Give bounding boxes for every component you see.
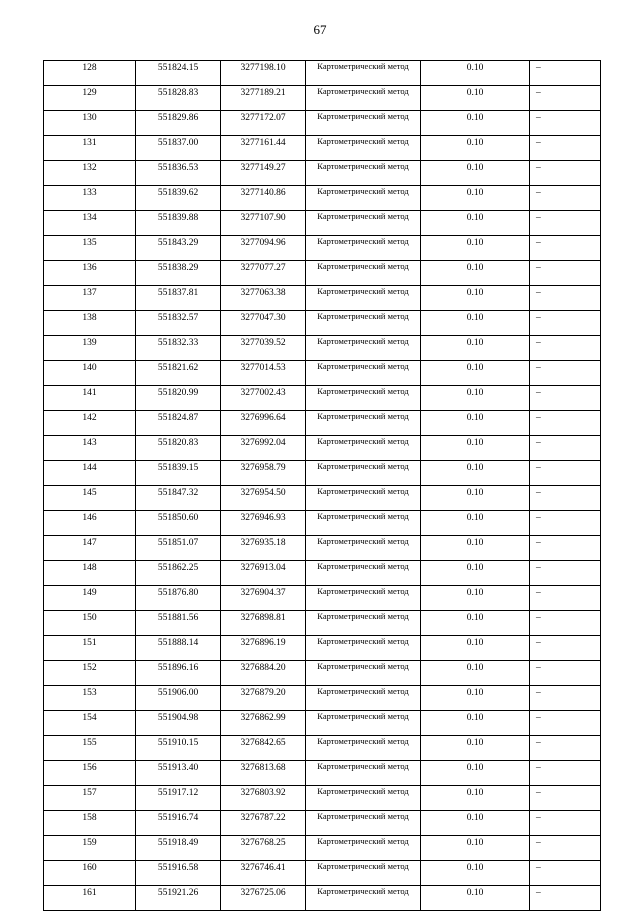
point-number-cell: 146 [44,511,136,536]
x-coordinate-cell: 551820.83 [136,436,221,461]
point-number-cell: 156 [44,761,136,786]
x-coordinate-cell: 551829.86 [136,111,221,136]
table-row [44,311,601,336]
y-coordinate-cell: 3276746.41 [221,861,306,886]
note-cell: – [530,361,601,386]
point-number-cell: 141 [44,386,136,411]
method-cell: Картометрический метод [306,261,421,286]
accuracy-cell: 0.10 [421,336,530,361]
accuracy-cell: 0.10 [421,736,530,761]
note-cell: – [530,586,601,611]
table-row [44,386,601,411]
point-number-cell: 148 [44,561,136,586]
point-number-cell: 145 [44,486,136,511]
page-number: 67 [313,22,327,37]
method-cell: Картометрический метод [306,786,421,811]
note-cell: – [530,436,601,461]
accuracy-cell: 0.10 [421,186,530,211]
accuracy-cell: 0.10 [421,661,530,686]
method-cell: Картометрический метод [306,811,421,836]
accuracy-cell: 0.10 [421,311,530,336]
table-row [44,211,601,236]
accuracy-cell: 0.10 [421,161,530,186]
note-cell: – [530,686,601,711]
accuracy-cell: 0.10 [421,886,530,911]
method-cell: Картометрический метод [306,286,421,311]
table-row [44,611,601,636]
y-coordinate-cell: 3276862.99 [221,711,306,736]
accuracy-cell: 0.10 [421,61,530,86]
table-row [44,61,601,86]
accuracy-cell: 0.10 [421,761,530,786]
accuracy-cell: 0.10 [421,211,530,236]
table-row [44,186,601,211]
x-coordinate-cell: 551847.32 [136,486,221,511]
point-number-cell: 138 [44,311,136,336]
y-coordinate-cell: 3276898.81 [221,611,306,636]
point-number-cell: 154 [44,711,136,736]
accuracy-cell: 0.10 [421,86,530,111]
accuracy-cell: 0.10 [421,286,530,311]
point-number-cell: 161 [44,886,136,911]
x-coordinate-cell: 551906.00 [136,686,221,711]
table-row [44,886,601,911]
table-row [44,436,601,461]
table-row [44,536,601,561]
note-cell: – [530,861,601,886]
point-number-cell: 128 [44,61,136,86]
note-cell: – [530,86,601,111]
note-cell: – [530,411,601,436]
x-coordinate-cell: 551888.14 [136,636,221,661]
accuracy-cell: 0.10 [421,786,530,811]
method-cell: Картометрический метод [306,461,421,486]
y-coordinate-cell: 3277198.10 [221,61,306,86]
method-cell: Картометрический метод [306,561,421,586]
note-cell: – [530,611,601,636]
table-row [44,586,601,611]
table-row [44,736,601,761]
table-row [44,661,601,686]
y-coordinate-cell: 3277189.21 [221,86,306,111]
y-coordinate-cell: 3276842.65 [221,736,306,761]
point-number-cell: 143 [44,436,136,461]
point-number-cell: 129 [44,86,136,111]
x-coordinate-cell: 551821.62 [136,361,221,386]
coordinates-table-body [44,61,601,911]
y-coordinate-cell: 3276884.20 [221,661,306,686]
y-coordinate-cell: 3276813.68 [221,761,306,786]
x-coordinate-cell: 551876.80 [136,586,221,611]
table-row [44,761,601,786]
point-number-cell: 153 [44,686,136,711]
accuracy-cell: 0.10 [421,811,530,836]
table-row [44,461,601,486]
y-coordinate-cell: 3277107.90 [221,211,306,236]
x-coordinate-cell: 551828.83 [136,86,221,111]
point-number-cell: 132 [44,161,136,186]
accuracy-cell: 0.10 [421,436,530,461]
point-number-cell: 140 [44,361,136,386]
method-cell: Картометрический метод [306,136,421,161]
method-cell: Картометрический метод [306,611,421,636]
accuracy-cell: 0.10 [421,586,530,611]
method-cell: Картометрический метод [306,436,421,461]
y-coordinate-cell: 3276803.92 [221,786,306,811]
note-cell: – [530,186,601,211]
y-coordinate-cell: 3276958.79 [221,461,306,486]
note-cell: – [530,636,601,661]
point-number-cell: 158 [44,811,136,836]
x-coordinate-cell: 551843.29 [136,236,221,261]
accuracy-cell: 0.10 [421,861,530,886]
accuracy-cell: 0.10 [421,361,530,386]
x-coordinate-cell: 551896.16 [136,661,221,686]
method-cell: Картометрический метод [306,661,421,686]
note-cell: – [530,261,601,286]
method-cell: Картометрический метод [306,161,421,186]
note-cell: – [530,111,601,136]
y-coordinate-cell: 3276879.20 [221,686,306,711]
accuracy-cell: 0.10 [421,686,530,711]
y-coordinate-cell: 3277149.27 [221,161,306,186]
y-coordinate-cell: 3277063.38 [221,286,306,311]
note-cell: – [530,736,601,761]
note-cell: – [530,786,601,811]
point-number-cell: 151 [44,636,136,661]
note-cell: – [530,311,601,336]
x-coordinate-cell: 551881.56 [136,611,221,636]
y-coordinate-cell: 3277077.27 [221,261,306,286]
accuracy-cell: 0.10 [421,711,530,736]
method-cell: Картометрический метод [306,111,421,136]
method-cell: Картометрический метод [306,61,421,86]
method-cell: Картометрический метод [306,236,421,261]
method-cell: Картометрический метод [306,336,421,361]
method-cell: Картометрический метод [306,386,421,411]
note-cell: – [530,286,601,311]
method-cell: Картометрический метод [306,636,421,661]
method-cell: Картометрический метод [306,486,421,511]
note-cell: – [530,211,601,236]
y-coordinate-cell: 3276946.93 [221,511,306,536]
note-cell: – [530,486,601,511]
point-number-cell: 155 [44,736,136,761]
point-number-cell: 159 [44,836,136,861]
note-cell: – [530,886,601,911]
note-cell: – [530,836,601,861]
point-number-cell: 157 [44,786,136,811]
table-row [44,261,601,286]
y-coordinate-cell: 3276787.22 [221,811,306,836]
table-row [44,136,601,161]
method-cell: Картометрический метод [306,186,421,211]
table-row [44,711,601,736]
table-row [44,486,601,511]
note-cell: – [530,461,601,486]
method-cell: Картометрический метод [306,311,421,336]
note-cell: – [530,536,601,561]
accuracy-cell: 0.10 [421,536,530,561]
x-coordinate-cell: 551862.25 [136,561,221,586]
table-row [44,336,601,361]
note-cell: – [530,661,601,686]
x-coordinate-cell: 551918.49 [136,836,221,861]
x-coordinate-cell: 551916.74 [136,811,221,836]
y-coordinate-cell: 3276913.04 [221,561,306,586]
accuracy-cell: 0.10 [421,111,530,136]
y-coordinate-cell: 3277094.96 [221,236,306,261]
method-cell: Картометрический метод [306,511,421,536]
note-cell: – [530,386,601,411]
point-number-cell: 144 [44,461,136,486]
method-cell: Картометрический метод [306,736,421,761]
method-cell: Картометрический метод [306,211,421,236]
point-number-cell: 149 [44,586,136,611]
method-cell: Картометрический метод [306,886,421,911]
x-coordinate-cell: 551910.15 [136,736,221,761]
x-coordinate-cell: 551837.81 [136,286,221,311]
y-coordinate-cell: 3277002.43 [221,386,306,411]
accuracy-cell: 0.10 [421,836,530,861]
method-cell: Картометрический метод [306,836,421,861]
method-cell: Картометрический метод [306,411,421,436]
note-cell: – [530,136,601,161]
y-coordinate-cell: 3277172.07 [221,111,306,136]
x-coordinate-cell: 551839.88 [136,211,221,236]
accuracy-cell: 0.10 [421,261,530,286]
point-number-cell: 135 [44,236,136,261]
note-cell: – [530,236,601,261]
x-coordinate-cell: 551839.62 [136,186,221,211]
accuracy-cell: 0.10 [421,386,530,411]
accuracy-cell: 0.10 [421,486,530,511]
x-coordinate-cell: 551824.15 [136,61,221,86]
x-coordinate-cell: 551916.58 [136,861,221,886]
table-row [44,786,601,811]
point-number-cell: 134 [44,211,136,236]
method-cell: Картометрический метод [306,711,421,736]
y-coordinate-cell: 3276768.25 [221,836,306,861]
table-row [44,86,601,111]
accuracy-cell: 0.10 [421,636,530,661]
accuracy-cell: 0.10 [421,236,530,261]
method-cell: Картометрический метод [306,861,421,886]
note-cell: – [530,761,601,786]
point-number-cell: 160 [44,861,136,886]
method-cell: Картометрический метод [306,586,421,611]
accuracy-cell: 0.10 [421,411,530,436]
x-coordinate-cell: 551904.98 [136,711,221,736]
accuracy-cell: 0.10 [421,136,530,161]
note-cell: – [530,711,601,736]
x-coordinate-cell: 551839.15 [136,461,221,486]
y-coordinate-cell: 3277161.44 [221,136,306,161]
method-cell: Картометрический метод [306,361,421,386]
x-coordinate-cell: 551851.07 [136,536,221,561]
y-coordinate-cell: 3276935.18 [221,536,306,561]
point-number-cell: 139 [44,336,136,361]
note-cell: – [530,511,601,536]
point-number-cell: 147 [44,536,136,561]
x-coordinate-cell: 551838.29 [136,261,221,286]
y-coordinate-cell: 3276992.04 [221,436,306,461]
note-cell: – [530,336,601,361]
method-cell: Картометрический метод [306,536,421,561]
accuracy-cell: 0.10 [421,461,530,486]
method-cell: Картометрический метод [306,86,421,111]
y-coordinate-cell: 3276954.50 [221,486,306,511]
table-row [44,286,601,311]
accuracy-cell: 0.10 [421,561,530,586]
x-coordinate-cell: 551921.26 [136,886,221,911]
table-row [44,111,601,136]
x-coordinate-cell: 551917.12 [136,786,221,811]
table-row [44,236,601,261]
note-cell: – [530,561,601,586]
method-cell: Картометрический метод [306,761,421,786]
table-row [44,811,601,836]
table-row [44,686,601,711]
table-row [44,836,601,861]
point-number-cell: 130 [44,111,136,136]
accuracy-cell: 0.10 [421,611,530,636]
x-coordinate-cell: 551832.57 [136,311,221,336]
y-coordinate-cell: 3276896.19 [221,636,306,661]
y-coordinate-cell: 3277047.30 [221,311,306,336]
x-coordinate-cell: 551832.33 [136,336,221,361]
table-row [44,636,601,661]
point-number-cell: 131 [44,136,136,161]
accuracy-cell: 0.10 [421,511,530,536]
y-coordinate-cell: 3277140.86 [221,186,306,211]
note-cell: – [530,811,601,836]
point-number-cell: 133 [44,186,136,211]
point-number-cell: 136 [44,261,136,286]
x-coordinate-cell: 551913.40 [136,761,221,786]
table-row [44,161,601,186]
y-coordinate-cell: 3276904.37 [221,586,306,611]
note-cell: – [530,61,601,86]
point-number-cell: 152 [44,661,136,686]
note-cell: – [530,161,601,186]
table-row [44,861,601,886]
method-cell: Картометрический метод [306,686,421,711]
x-coordinate-cell: 551850.60 [136,511,221,536]
x-coordinate-cell: 551820.99 [136,386,221,411]
y-coordinate-cell: 3276725.06 [221,886,306,911]
y-coordinate-cell: 3277014.53 [221,361,306,386]
point-number-cell: 137 [44,286,136,311]
coordinates-table [43,60,601,911]
table-row [44,361,601,386]
x-coordinate-cell: 551824.87 [136,411,221,436]
x-coordinate-cell: 551836.53 [136,161,221,186]
y-coordinate-cell: 3277039.52 [221,336,306,361]
table-row [44,561,601,586]
table-row [44,411,601,436]
x-coordinate-cell: 551837.00 [136,136,221,161]
y-coordinate-cell: 3276996.64 [221,411,306,436]
point-number-cell: 150 [44,611,136,636]
table-row [44,511,601,536]
point-number-cell: 142 [44,411,136,436]
